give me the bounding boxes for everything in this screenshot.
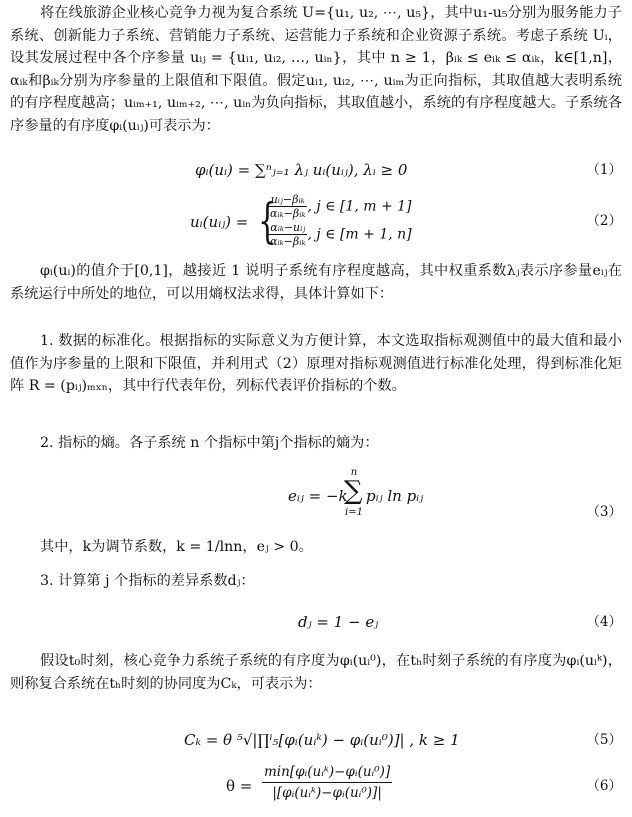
equation-5-number: （5） [586, 732, 622, 748]
paragraph-step-2: 2. 指标的熵。各子系统 n 个指标中第j个指标的熵为： [40, 435, 379, 451]
equation-2-lhs: uᵢ(uᵢⱼ) = [190, 213, 249, 231]
equation-3-sum-sign: ∑ [344, 476, 363, 506]
equation-2-number: （2） [586, 213, 622, 229]
equation-2-row2: $\frac{\text{αᵢₖ−uᵢⱼ}}{\text{αᵢₖ−βᵢₖ}}$ , j ∈ [m + 1, n] [270, 221, 412, 248]
equation-3-lhs: eᵢⱼ = −k [288, 487, 348, 505]
equation-2-brace: { [258, 193, 277, 249]
equation-5-body: Cₖ = θ ⁵√|∏ⁱ₅[φᵢ(uᵢᵏ) − φᵢ(uᵢ⁰)]| , k ≥ 1 [184, 731, 460, 749]
equation-6 [0, 762, 632, 812]
equation-2-row1: $\frac{\text{uᵢⱼ−βᵢₖ}}{\text{αᵢₖ−βᵢₖ}}$ , j ∈ [1, m + 1] [270, 193, 412, 220]
equation-3-number: （3） [586, 504, 622, 520]
equation-1-body: φᵢ(uᵢ) = ∑ⁿⱼ₌₁ λⱼ uᵢ(uᵢⱼ), λᵢ ≥ 0 [195, 161, 408, 179]
equation-3-sum-bottom: i=1 [345, 507, 363, 518]
equation-6-lhs: θ = [226, 777, 253, 795]
paragraph-step-3: 3. 计算第 j 个指标的差异系数dⱼ： [40, 573, 255, 589]
paragraph-note-k: 其中，k为调节系数，k = 1/lnn，eⱼ > 0。 [40, 539, 313, 555]
equation-3 [0, 468, 632, 524]
equation-4-number: （4） [586, 614, 622, 630]
equation-4-body: dⱼ = 1 − eⱼ [298, 613, 379, 631]
equation-4 [0, 610, 632, 634]
equation-6-fraction: $\frac{\text{min[φᵢ(uᵢᵏ)−φᵢ(uᵢ⁰)]}}{\text{|[φᵢ(uᵢᵏ)−φᵢ(uᵢ⁰)]|}}$ [264, 764, 391, 801]
equation-3-sum-top: n [350, 467, 358, 478]
paragraph-order-degree: φᵢ(uᵢ)的值介于[0,1]，越接近 1 说明子系统有序程度越高，其中权重系数λⱼ表示序参量eᵢⱼ在系统运行中所处的地位，可以用熵权法求得，具体计算如下： [10, 263, 622, 302]
paragraph-intro: 将在线旅游企业核心竞争力视为复合系统 U={u₁, u₂, ⋯, u₅}，其中u₁-u₅分别为服务能力子系统、创新能力子系统、营销能力子系统、运营能力子系统和企业资源子系统。考虑子系统 Uᵢ，设其发展过程中各个序参量 uᵢⱼ = {uᵢ₁, uᵢ₂, …, uᵢₙ}，其中 n ≥ 1，βᵢₖ ≤ eᵢₖ ≤ αᵢₖ，k∈[1,n]，αᵢₖ和βᵢₖ分别为序参量的上限值和下限值。假定uᵢ₁, uᵢ₂, ⋯, uᵢₘ为正向指标，其取值越大表明系统的有序程度越高；uᵢₘ₊₁, uᵢₘ₊₂, ⋯, uᵢₙ为负向指标，其取值越小，系统的有序程度越大。子系统各序参量的有序度φᵢ(uᵢⱼ)可表示为： [10, 5, 622, 134]
equation-1-number: （1） [586, 162, 622, 178]
equation-1 [0, 158, 632, 182]
equation-3-rhs: pᵢⱼ ln pᵢⱼ [366, 487, 424, 505]
paragraph-step-1: 1. 数据的标准化。根据指标的实际意义为方便计算，本文选取指标观测值中的最大值和最小值作为序参量的上限和下限值，并利用式（2）原理对指标观测值进行标准化处理，得到标准化矩阵 R = (pᵢⱼ)ₘₓₙ，其中行代表年份，列标代表评价指标的个数。 [10, 333, 622, 395]
equation-6-number: （6） [586, 778, 622, 794]
equation-5 [0, 728, 632, 752]
paragraph-synergy: 假设t₀时刻，核心竞争力系统子系统的有序度为φᵢ(uᵢ⁰)，在tₕ时刻子系统的有序度为φᵢ(uᵢᵏ)，则称复合系统在tₕ时刻的协同度为Cₖ，可表示为： [10, 653, 622, 692]
equation-2 [0, 195, 632, 251]
